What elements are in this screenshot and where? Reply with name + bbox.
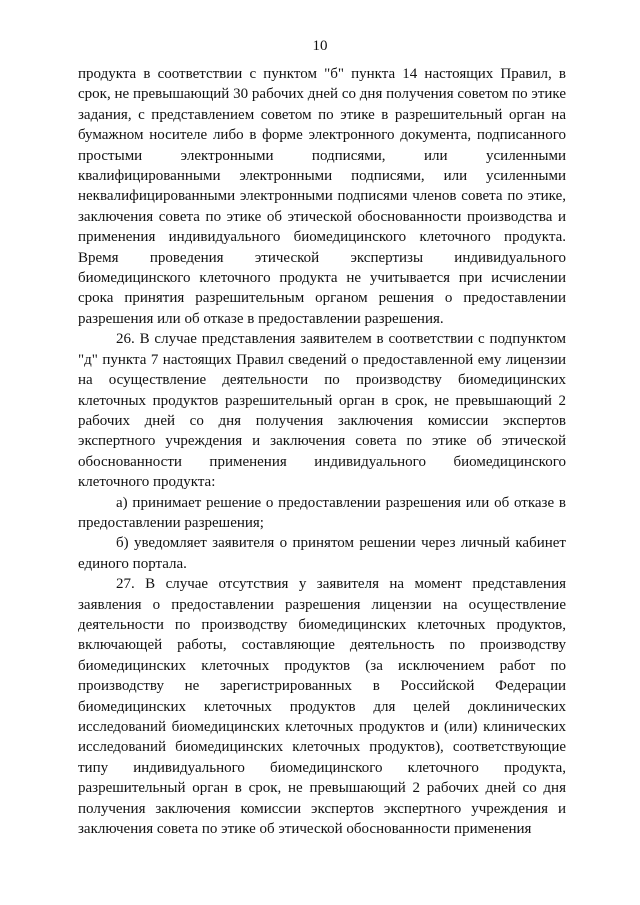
page-number: 10 [312, 38, 328, 54]
subitem-a: а) принимает решение о предоставлении разрешения или об отказе в предоставлении разрешения; [78, 494, 566, 531]
document-body [78, 64, 566, 839]
paragraph-continuation: продукта в соответствии с пунктом "б" пункта 14 настоящих Правил, в срок, не превышающий 30 рабочих дней со дня получения советом по этике задания, с представлением советом по этике в разрешительный орган на бумажном носителе либо в форме электронного документа, подписанного простыми электронными подписями, или усиленными квалифицированными электронными подписями, или усиленными неквалифицированными электронными подписями членов совета по этике, заключения совета по этике об этической обоснованности производства и применения индивидуального биомедицинского клеточного продукта. Время проведения этической экспертизы индивидуального биомедицинского клеточного продукта не учитывается при исчислении срока принятия разрешительным органом решения о предоставлении разрешения или об отказе в предоставлении разрешения. [78, 66, 566, 327]
paragraph-item-27: 27. В случае отсутствия у заявителя на момент представления заявления о предоставлении разрешения лицензии на осуществление деятельности по производству биомедицинских клеточных продуктов, включающей работы, составляющие деятельность по производству биомедицинских клеточных продуктов (за исключением работ по производству не зарегистрированных в Российской Федерации биомедицинских клеточных продуктов для целей доклинических исследований биомедицинских клеточных продуктов и (или) клинических исследований биомедицинских клеточных продуктов), соответствующие типу индивидуального биомедицинского клеточного продукта, разрешительный орган в срок, не превышающий 2 рабочих дней со дня получения заключения комиссии экспертов экспертного учреждения и заключения совета по этике об этической обоснованности применения [78, 576, 566, 838]
paragraph-item-26: 26. В случае представления заявителем в соответствии с подпунктом "д" пункта 7 настоящих Правил сведений о предоставленной ему лицензии на осуществление деятельности по производству биомедицинских клеточных продуктов разрешительный орган в срок, не превышающий 2 рабочих дней со дня получения заключения комиссии экспертов экспертного учреждения и заключения совета по этике об этической обоснованности применения индивидуального биомедицинского клеточного продукта: [78, 331, 566, 491]
subitem-b: б) уведомляет заявителя о принятом решении через личный кабинет единого портала. [78, 535, 566, 572]
